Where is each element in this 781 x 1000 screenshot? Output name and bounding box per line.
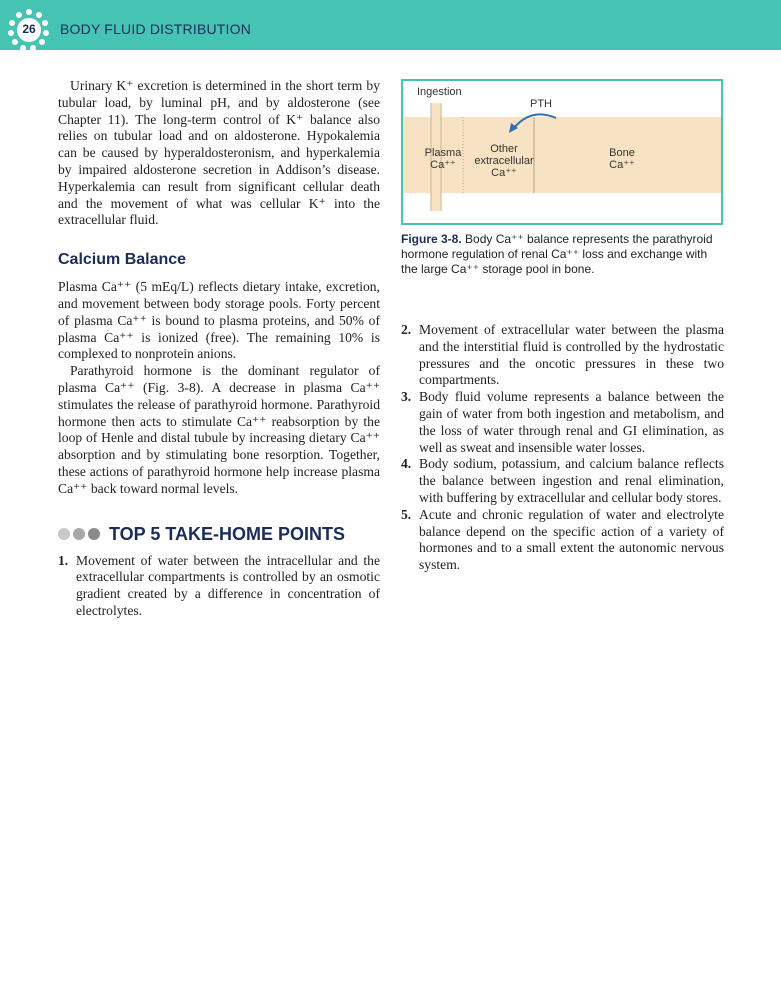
- potassium-paragraph: Urinary K⁺ excretion is determined in the short term by tubular load, by luminal pH, and by aldosterone (see Chapter 11). The long-term control of K⁺ balance also relies on tubular load and on aldosterone. Hypokalemia can be caused by hyperaldosteronism, and hyperkalemia by impaired aldosterone secretion in Addison’s disease. Hyperkalemia can result from significant cellular death and the movement of what was cellular K⁺ into the extracellular fluid.: [58, 78, 380, 228]
- pth-label: PTH: [530, 98, 552, 110]
- list-item: 2. Movement of extracellular water between the plasma and the interstitial fluid is controlled by the hydrostatic pressures and the oncotic pressures in these two compartments.: [401, 322, 724, 388]
- take-home-list-right: [401, 322, 724, 574]
- bullet-dot-icon: [58, 528, 70, 540]
- page-number-badge: [6, 8, 52, 54]
- page-header: [0, 0, 781, 50]
- take-home-title: TOP 5 TAKE-HOME POINTS: [109, 523, 346, 544]
- bone-label: Bone Ca⁺⁺: [609, 147, 635, 171]
- ingestion-label: Ingestion: [417, 86, 462, 98]
- list-item: 4. Body sodium, potassium, and calcium balance reflects the balance between ingestion and renal elimination, with buffering by extracellular and cellular body stores.: [401, 456, 724, 505]
- figure-caption: [401, 232, 726, 277]
- bullet-dot-icon: [73, 528, 85, 540]
- figure-caption-label: Figure 3-8.: [401, 232, 462, 246]
- plasma-label: Plasma Ca⁺⁺: [424, 147, 462, 171]
- right-column: [401, 322, 724, 574]
- calcium-paragraph-2: Parathyroid hormone is the dominant regulator of plasma Ca⁺⁺ (Fig. 3-8). A decrease in plasma Ca⁺⁺ stimulates the release of parathyroid hormone. Parathyroid hormone then acts to stimulate Ca⁺⁺ reabsorption by the loop of Henle and distal tubule by increasing dietary Ca⁺⁺ absorption and by stimulating bone resorption. Together, these actions of parathyroid hormone help increase plasma Ca⁺⁺ back toward normal levels.: [58, 363, 380, 496]
- calcium-paragraph-1: Plasma Ca⁺⁺ (5 mEq/L) reflects dietary intake, excretion, and movement between body storage pools. Forty percent of plasma Ca⁺⁺ is bound to plasma proteins, and 50% of plasma Ca⁺⁺ is ionized (free). The remaining 10% is complexed to nonprotein anions.: [58, 279, 380, 362]
- list-item: 5. Acute and chronic regulation of water and electrolyte balance depend on the specific action of a variety of hormones and to a small extent the autonomic nervous system.: [401, 506, 724, 573]
- take-home-heading: [58, 524, 380, 545]
- calcium-heading: Calcium Balance: [58, 251, 187, 269]
- bullet-dot-icon: [88, 528, 100, 540]
- figure-3-8: [401, 79, 723, 225]
- figure-caption-text: Body Ca⁺⁺ balance represents the parathyroid hormone regulation of renal Ca⁺⁺ loss and exchange with the large Ca⁺⁺ storage pool in bone.: [401, 232, 713, 276]
- left-column: [58, 78, 380, 620]
- take-home-list-left: [58, 553, 380, 620]
- other-extracellular-label: Other extracellular Ca⁺⁺: [474, 143, 534, 179]
- running-header-title: BODY FLUID DISTRIBUTION: [60, 21, 252, 37]
- page-number: 26: [22, 22, 36, 36]
- list-item: 1. Movement of water between the intracellular and the extracellular compartments is controlled by an osmotic gradient created by a difference in concentration of electrolytes.: [58, 552, 380, 618]
- list-item: 3. Body fluid volume represents a balance between the gain of water from both ingestion and metabolism, and the loss of water through renal and GI elimination, as well as sweat and insensible water losses.: [401, 389, 724, 455]
